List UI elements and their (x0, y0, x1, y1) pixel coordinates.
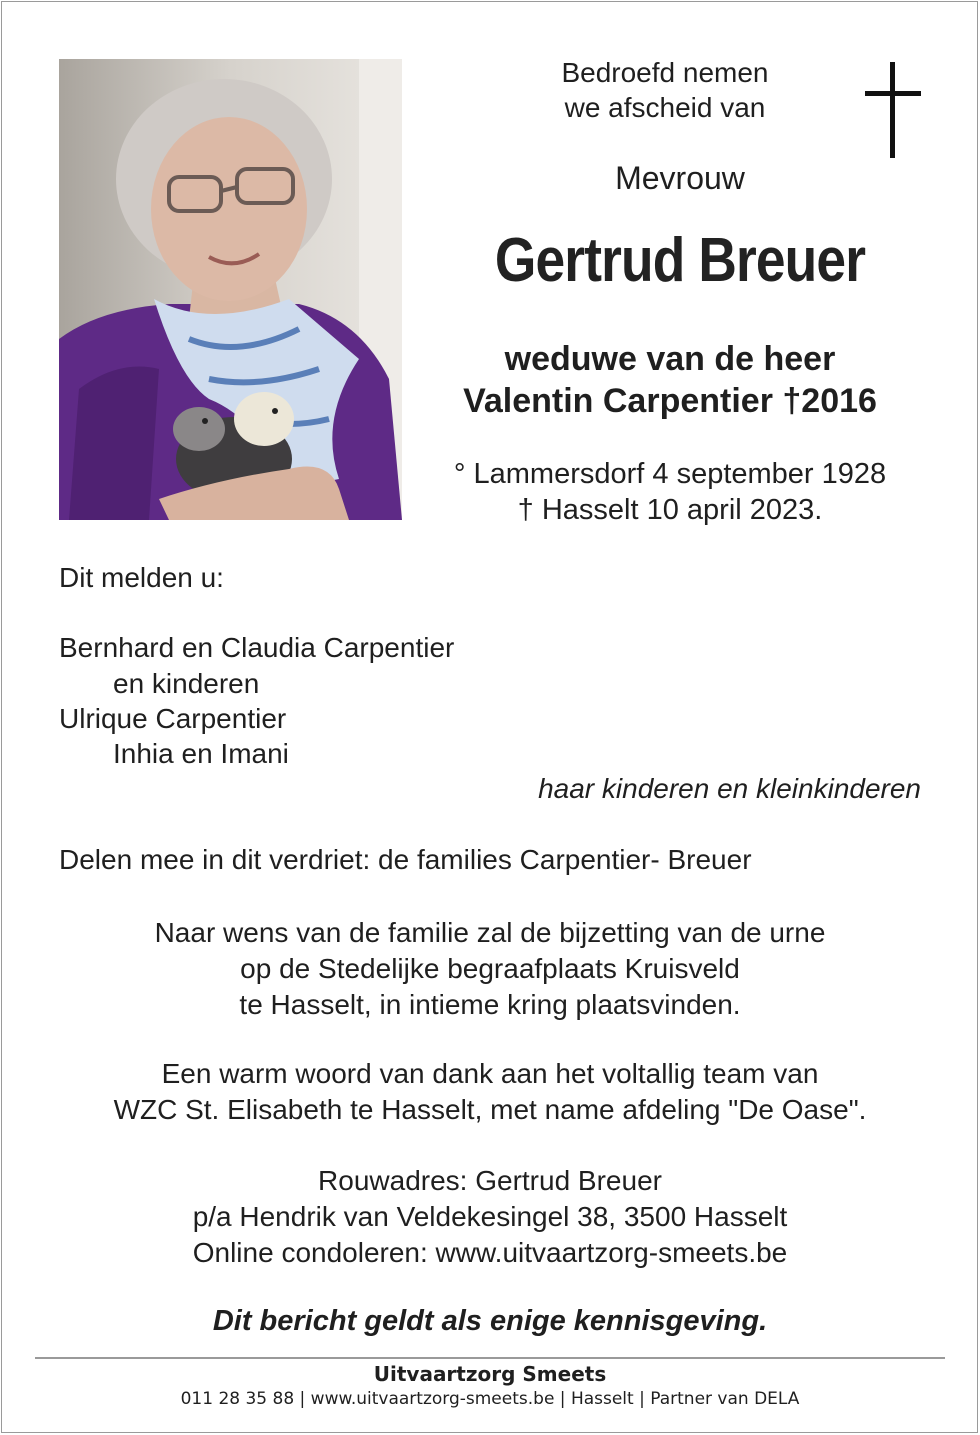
family-member: Ulrique Carpentier (59, 703, 287, 734)
widow-line-2: Valentin Carpentier †2016 (463, 382, 877, 420)
family-member: en kinderen (113, 668, 260, 699)
thanks-line: WZC St. Elisabeth te Hasselt, met name afdeling "De Oase". (113, 1094, 867, 1125)
funeral-home-info: 011 28 35 88 | www.uitvaartzorg-smeets.be | Hasselt | Partner van DELA (180, 1389, 800, 1409)
honorific: Mevrouw (615, 160, 745, 196)
intro-line-2: we afscheid van (564, 92, 766, 123)
address-line: p/a Hendrik van Veldekesingel 38, 3500 Hasselt (192, 1201, 788, 1232)
burial-notice (0, 915, 980, 1023)
address-line: Rouwadres: Gertrud Breuer (318, 1165, 662, 1196)
death-date: † Hasselt 10 april 2023. (517, 494, 823, 526)
intro-line-1: Bedroefd nemen (561, 57, 769, 88)
thanks-line: Een warm woord van dank aan het voltallig team van (161, 1058, 819, 1089)
funeral-home-name: Uitvaartzorg Smeets (373, 1362, 607, 1386)
footer-divider (35, 1357, 945, 1359)
thanks-notice (0, 1056, 980, 1128)
widow-of (420, 338, 920, 422)
family-relation: haar kinderen en kleinkinderen (538, 773, 921, 804)
closing-statement: Dit bericht geldt als enige kennisgeving. (212, 1305, 768, 1337)
address-line: Online condoleren: www.uitvaartzorg-smeets.be (192, 1237, 788, 1268)
burial-line: te Hasselt, in intieme kring plaatsvinden. (239, 989, 741, 1020)
family-member: Inhia en Imani (113, 738, 289, 769)
address-block (0, 1163, 980, 1271)
burial-line: Naar wens van de familie zal de bijzetting van de urne (154, 917, 826, 948)
birth-date: ° Lammersdorf 4 september 1928 (453, 458, 887, 490)
announce-text: Dit melden u: (59, 562, 224, 593)
share-text: Delen mee in dit verdriet: de families Carpentier- Breuer (59, 844, 752, 875)
portrait-photo (59, 59, 402, 520)
intro-text (420, 55, 910, 125)
widow-line-1: weduwe van de heer (504, 340, 836, 378)
deceased-name: Gertrud Breuer (494, 226, 866, 295)
burial-line: op de Stedelijke begraafplaats Kruisveld (240, 953, 740, 984)
life-dates (420, 456, 920, 528)
family-member: Bernhard en Claudia Carpentier (59, 632, 455, 663)
cross-icon (865, 62, 921, 158)
